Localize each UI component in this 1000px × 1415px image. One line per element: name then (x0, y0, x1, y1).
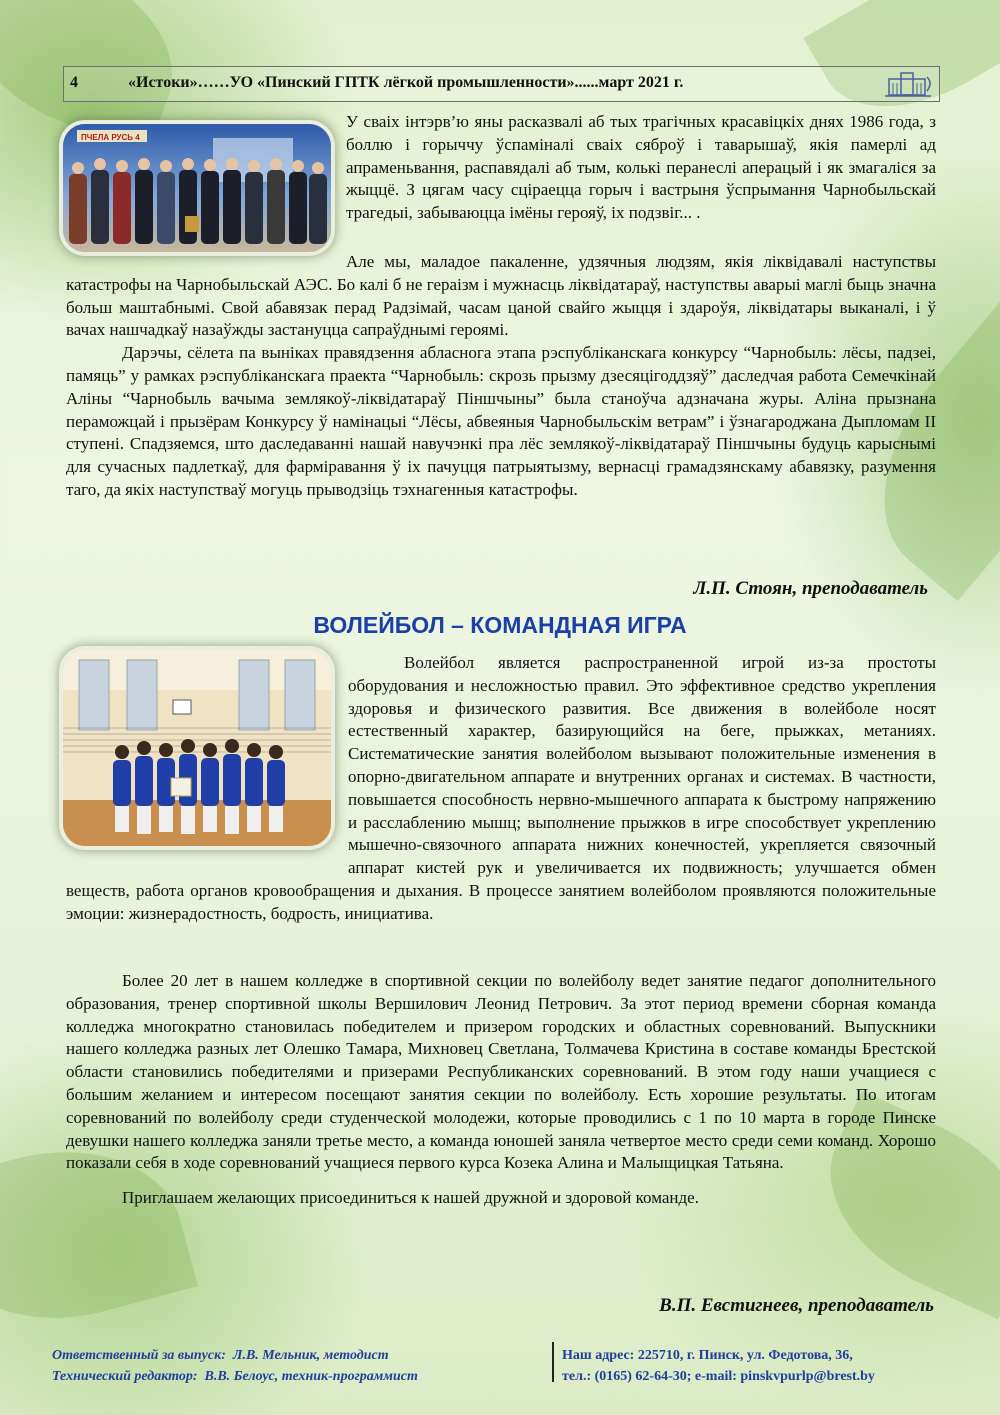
newsletter-title: «Истоки»……УО «Пинский ГПТК лёгкой промышленности»......март 2021 г. (128, 74, 684, 91)
article1-paragraph-2: Але мы, маладое пакаленне, удзячныя людзям, якія ліквідавалі наступствы катастрофы на Чарнобыльскай АЭС. Бо калі б не гераізм і мужнасць ліквідатараў, наступствы аварыі маглі быць значна больш маштабнымі. Свой абавязак перад Радзімай, часам цаной свайго жыцця і здароўя, ліквідатары выканалі, і ў вачах нашчадкаў назаўжды застануцца сапраўднымі героямі. (66, 252, 936, 340)
footer-credits (52, 1345, 418, 1387)
article1-body (66, 251, 936, 502)
editor-label: Технический редактор: (52, 1369, 198, 1384)
article1-paragraph-1: У сваіх інтэрв’ю яны расказвалі аб тых трагічных красавіцкіх днях 1986 года, з боллю і горыччу ўспаміналі сваіх сяброў і таварышаў, якія памерлі ад апраменьвання, распавядалі аб тым, колькі перанеслі аперацый і як змагаліся за жыццё. З цягам часу сціраецца горыч і вастрыня ўспрымання Чарнобыльскай трагедыі, забываюцца імёны герояў, іх подзвіг... . (346, 112, 936, 223)
responsible-value: Л.В. Мельник, методист (232, 1348, 389, 1363)
article2-paragraph-3: Приглашаем желающих присоединиться к нашей дружной и здоровой команде. (122, 1188, 699, 1208)
footer-divider (552, 1342, 554, 1382)
page-header (63, 66, 940, 102)
editor-value: В.В. Белоус, техник-программист (204, 1369, 418, 1384)
photo-banner-text: ПЧЕЛА РУСЬ 4 (81, 133, 140, 142)
college-building-logo-icon (883, 69, 935, 99)
article1-signature: Л.П. Стоян, преподаватель (693, 578, 928, 599)
volleyball-heading: ВОЛЕЙБОЛ – КОМАНДНАЯ ИГРА (313, 612, 687, 638)
footer-phone-email: тел.: (0165) 62-64-30; e-mail: pinskvpurlp@brest.by (562, 1369, 875, 1384)
liquidators-group-photo (63, 124, 331, 252)
page-number: 4 (70, 74, 78, 91)
responsible-label: Ответственный за выпуск: (52, 1348, 226, 1363)
footer-address: Наш адрес: 225710, г. Пинск, ул. Федотова, 36, (562, 1348, 853, 1363)
article1-paragraph-3: Дарэчы, сёлета па выніках правядзення абласнога этапа рэспубліканскага конкурсу “Чарнобыль: лёсы, падзеі, памяць” у рамках рэспубліканскага праекта “Чарнобыль: скрозь прызму дзесяцігоддзяў” даследчая работа Семечкінай Аліны “Чарнобыль вачыма землякоў-ліквідатараў Піншчыны” была станоўча адзначана журы. Аліна прызнана пераможцай і прызёрам Конкурсу ў намінацыі “Лёсы, абвеяныя Чарнобыльскім ветрам” і ўзнагароджана Дыпломам II ступені. Спадзяемся, што даследаванні нашай навучэнкі пра лёс землякоў-ліквідатараў Піншчыны будуць карыснымі для сучасных падлеткаў, для фарміравання ў іх пачуцця патрыятызму, вернасці грамадзянскаму абавязку, разумення таго, да якіх наступстваў могуць прыводзіць тэхнагенныя катастрофы. (66, 343, 936, 499)
article2-signature: В.П. Евстигнеев, преподаватель (659, 1295, 934, 1316)
article2-paragraph-1: Волейбол является распространенной игрой из-за простоты оборудования и несложностью правил. Это эффективное средство укрепления здоровья и физического развития. Все движения в волейболе носят естественный характер, базирующийся на беге, прыжках, метаниях. Систематические занятия волейболом вызывают положительные изменения в опорно-двигательном аппарате и внутренних органах и системах. В частности, повышается способность нервно-мышечного аппарата к быстрому напряжению и расслаблению мышц; выполнение прыжков в игре способствует укреплению мышечно-связочного аппарата нижних конечностей, укрепляется связочный аппарат кистей рук и увеличивается их подвижность; улучшается обмен веществ, работа органов кровообращения и дыхания. В процессе занятием волейболом проявляются положительные эмоции: жизнерадостность, бодрость, инициатива. (66, 653, 936, 923)
article2-paragraph-2: Более 20 лет в нашем колледже в спортивной секции по волейболу ведет занятие педагог дополнительного образования, тренер спортивной школы Вершилович Леонид Петрович. За этот период времени сборная команда колледжа многократно становилась победителем и призером городских и областных соревнований. Выпускники нашего колледжа разных лет Олешко Тамара, Михновец Светлана, Толмачева Кристина в составе команды Брестской области становились победителями и призерами Республиканских соревнований. В этом году наши учащиеся с большим желанием и интересом посещают занятия секции по волейболу. Есть хорошие результаты. По итогам соревнований по волейболу среди студенческой молодежи, которые проводились с 1 по 10 марта в городе Пинске девушки нашего колледжа заняли третье место, а команда юношей заняла четвертое место среди семи команд. Хорошо показали себя в ходе соревнований учащиеся первого курса Козека Алина и Малыщицкая Татьяна. (66, 971, 936, 1173)
footer-contacts (562, 1345, 875, 1387)
article2-body (66, 970, 936, 1210)
